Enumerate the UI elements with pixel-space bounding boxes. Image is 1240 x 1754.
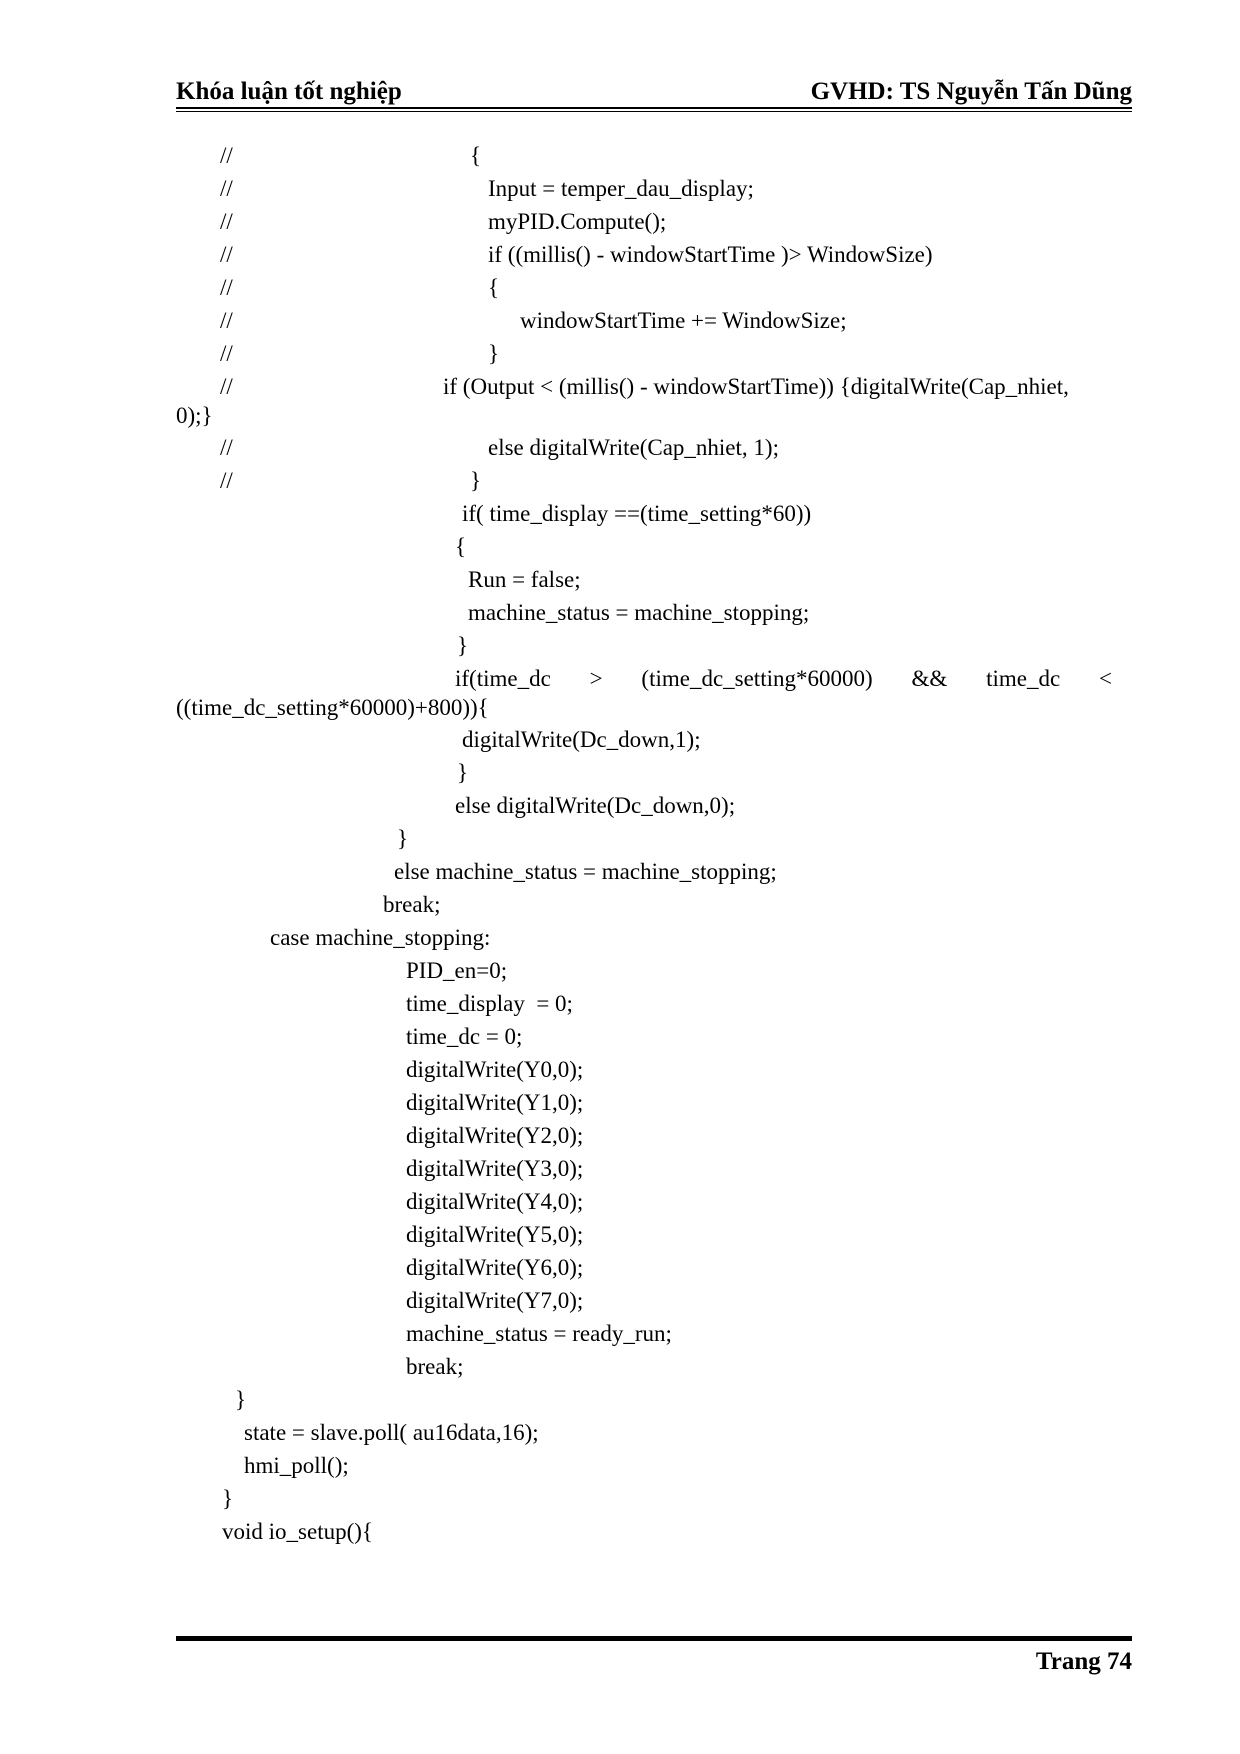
footer-rule — [176, 1636, 1132, 1641]
code-line: Input = temper_dau_display; — [488, 176, 754, 201]
code-line: case machine_stopping: — [270, 925, 491, 950]
code-line: { — [455, 534, 467, 559]
code-comment-marker: // — [220, 242, 233, 267]
code-line: } — [457, 760, 469, 785]
code-line: if( time_display ==(time_setting*60)) — [462, 501, 812, 526]
code-line: PID_en=0; — [406, 958, 508, 983]
code-line: 0);} — [176, 403, 213, 428]
code-line: { — [470, 143, 482, 168]
code-comment-marker: // — [220, 308, 233, 333]
code-line: digitalWrite(Y5,0); — [406, 1222, 584, 1247]
code-line: digitalWrite(Y1,0); — [406, 1090, 584, 1115]
code-line: if (Output < (millis() - windowStartTime)) {digitalWrite(Cap_nhiet, — [443, 374, 1069, 399]
code-line-justified — [455, 665, 1112, 693]
code-line: } — [488, 341, 500, 366]
code-line: Run = false; — [468, 567, 581, 592]
header-title: Khóa luận tốt nghiệp — [176, 78, 402, 105]
code-token: if(time_dc — [455, 666, 551, 691]
code-comment-marker: // — [220, 209, 233, 234]
code-token: time_dc — [986, 666, 1061, 691]
code-line: } — [470, 468, 482, 493]
code-line: windowStartTime += WindowSize; — [520, 308, 847, 333]
page-number: Trang 74 — [1035, 1648, 1132, 1675]
code-line: digitalWrite(Y3,0); — [406, 1156, 584, 1181]
code-line: else machine_status = machine_stopping; — [394, 859, 777, 884]
code-line: time_dc = 0; — [406, 1024, 523, 1049]
code-line: time_display = 0; — [406, 991, 573, 1016]
code-line: machine_status = ready_run; — [406, 1321, 672, 1346]
code-comment-marker: // — [220, 374, 233, 399]
code-comment-marker: // — [220, 143, 233, 168]
code-comment-marker: // — [220, 468, 233, 493]
code-line: digitalWrite(Y4,0); — [406, 1189, 584, 1214]
code-line: ((time_dc_setting*60000)+800)){ — [176, 695, 489, 720]
code-comment-marker: // — [220, 341, 233, 366]
code-line: } — [235, 1387, 247, 1412]
code-line: digitalWrite(Dc_down,1); — [462, 727, 701, 752]
code-comment-marker: // — [220, 435, 233, 460]
code-token: < — [1098, 666, 1112, 691]
code-comment-marker: // — [220, 176, 233, 201]
header-supervisor: GVHD: TS Nguyễn Tấn Dũng — [810, 78, 1132, 105]
code-line: digitalWrite(Y7,0); — [406, 1288, 584, 1313]
code-token: (time_dc_setting*60000) — [641, 666, 873, 691]
code-token: && — [911, 666, 948, 691]
code-token: > — [589, 666, 603, 691]
code-line: digitalWrite(Y2,0); — [406, 1123, 584, 1148]
code-line: else digitalWrite(Cap_nhiet, 1); — [488, 435, 779, 460]
code-line: hmi_poll(); — [244, 1453, 349, 1478]
code-line: machine_status = machine_stopping; — [468, 600, 810, 625]
code-line: digitalWrite(Y6,0); — [406, 1255, 584, 1280]
code-line: void io_setup(){ — [222, 1519, 373, 1544]
code-line: else digitalWrite(Dc_down,0); — [455, 793, 736, 818]
code-line: break; — [406, 1354, 464, 1379]
code-line: myPID.Compute(); — [488, 209, 667, 234]
code-line: digitalWrite(Y0,0); — [406, 1057, 584, 1082]
code-line: state = slave.poll( au16data,16); — [244, 1420, 539, 1445]
code-line: } — [397, 826, 409, 851]
code-line: { — [488, 275, 500, 300]
code-line: break; — [383, 892, 441, 917]
code-line: } — [457, 633, 469, 658]
code-line: } — [222, 1486, 234, 1511]
code-line: if ((millis() - windowStartTime )> WindowSize) — [488, 242, 933, 267]
code-comment-marker: // — [220, 275, 233, 300]
